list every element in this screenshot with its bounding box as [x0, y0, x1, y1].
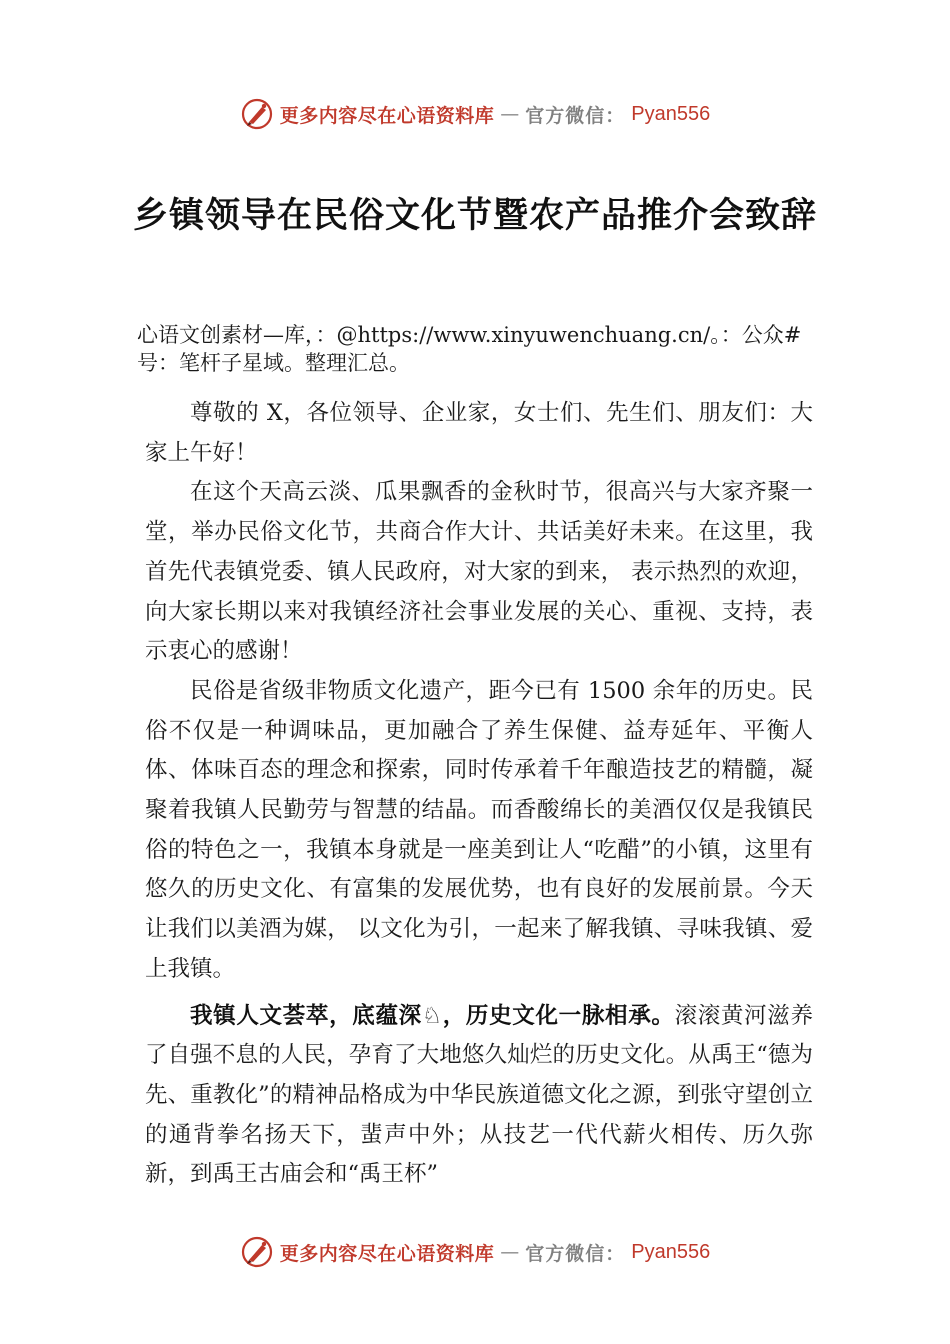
paragraph-culture [145, 997, 813, 1196]
banner-wechat-id: Pyan556 [631, 102, 711, 125]
header-banner [0, 94, 950, 134]
paragraph-lead-sentence: 我镇人文荟萃，底蕴深♘，历史文化一脉相承。 [190, 1002, 675, 1029]
pen-logo-icon [240, 1235, 274, 1269]
document-title: 乡镇领导在民俗文化节暨农产品推介会致辞 [132, 195, 817, 236]
banner-separator: — [500, 1241, 520, 1263]
footer-banner [0, 1232, 950, 1272]
paragraph-culture-text: 滚滚黄河滋养了自强不息的人民，孕育了大地悠久灿烂的历史文化。从禹王“德为先、重教化”的精神品格成为中华民族道德文化之源，到张守望创立的通背拳名扬天下，蜚声中外；从技艺一代代薪火相传、历久弥新，到禹王古庙会和“禹王杯” [145, 1002, 813, 1188]
source-line: 心语文创素材—库，：@https://www.xinyuwenchuang.cn/。：公众#号：笔杆子星域。整理汇总。 [137, 323, 802, 375]
paragraph-welcome: 在这个天高云淡、瓜果飘香的金秋时节，很高兴与大家齐聚一堂，举办民俗文化节，共商合作大计、共话美好未来。在这里，我首先代表镇党委、镇人民政府，对大家的到来， 表示热烈的欢迎，向大家长期以来对我镇经济社会事业发展的关心、重视、支持，表示衷心的感谢！ [145, 479, 813, 665]
pen-logo-icon [240, 97, 274, 131]
banner-text: 更多内容尽在心语资料库 [279, 1242, 495, 1265]
paragraph-folk-custom: 民俗是省级非物质文化遗产，距今已有 1500 余年的历史。民俗不仅是一种调味品，更加融合了养生保健、益寿延年、平衡人体、体味百态的理念和探索，同时传承着千年酿造技艺的精髓，凝聚着我镇人民勤劳与智慧的结晶。而香酸绵长的美酒仅仅是我镇民俗的特色之一，我镇本身就是一座美到让人“吃醋”的小镇，这里有悠久的历史文化、有富集的发展优势，也有良好的发展前景。今天让我们以美酒为媒， 以文化为引，一起来了解我镇、寻味我镇、爱上我镇。 [145, 677, 813, 982]
banner-separator: — [500, 103, 520, 125]
banner-text: 更多内容尽在心语资料库 [279, 104, 495, 127]
banner-wechat-label: 官方微信： [525, 1242, 626, 1265]
banner-wechat-label: 官方微信： [525, 104, 626, 127]
paragraph-greeting: 尊敬的 X，各位领导、企业家，女士们、先生们、朋友们：大家上午好！ [145, 400, 813, 466]
document-body [145, 394, 813, 1195]
banner-wechat-id: Pyan556 [631, 1240, 711, 1263]
